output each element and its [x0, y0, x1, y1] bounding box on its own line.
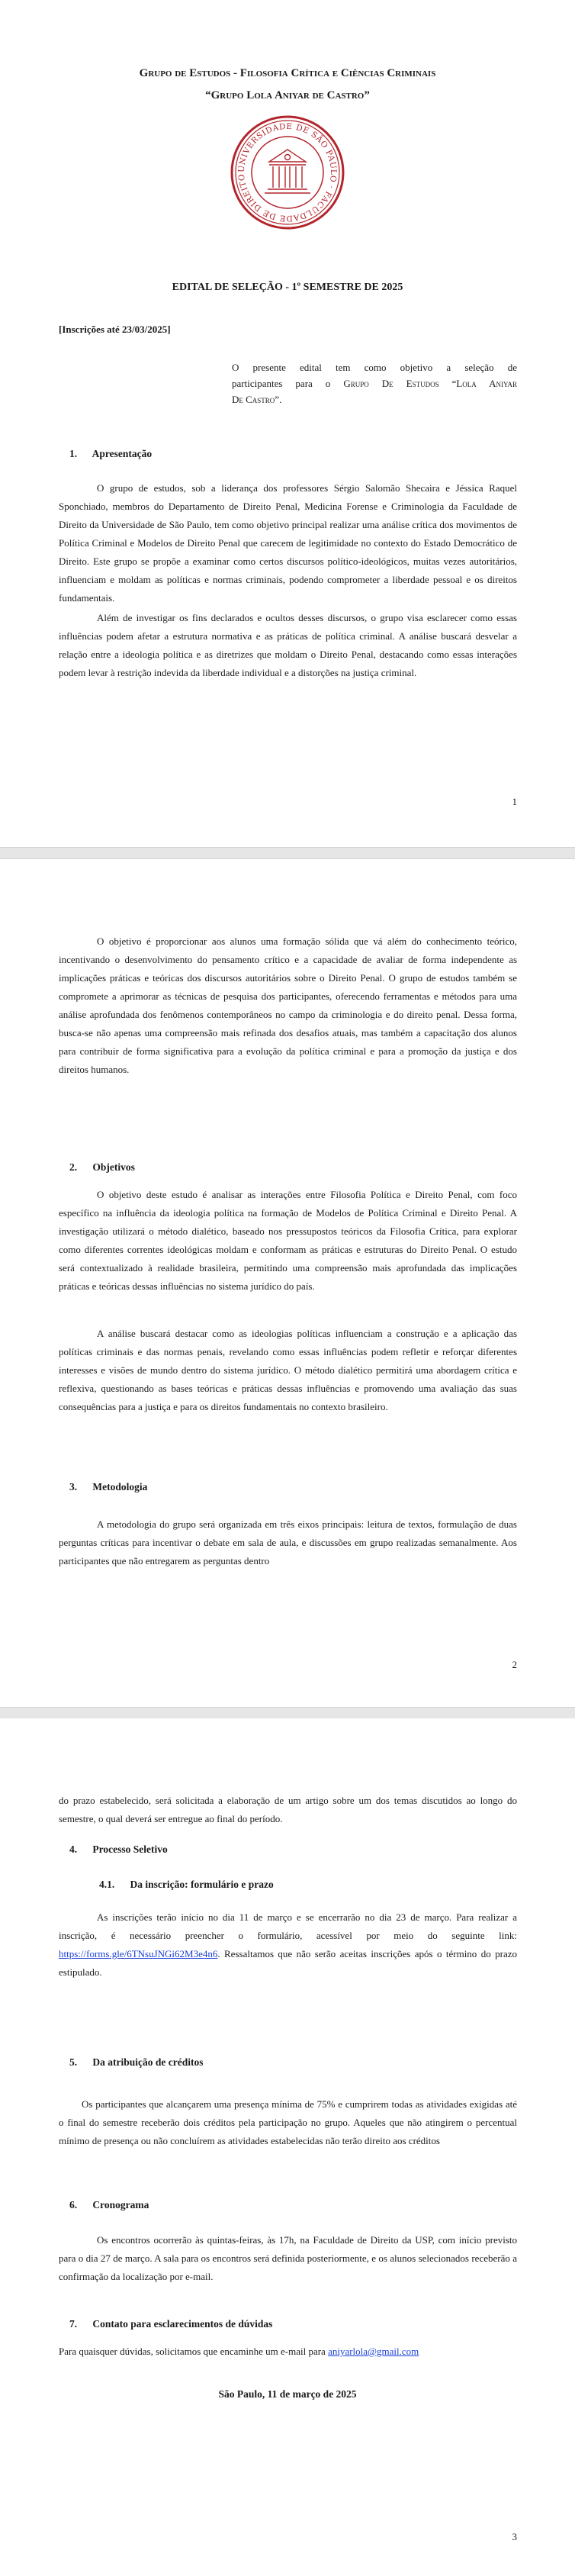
section-6-paragraph: Os encontros ocorrerão às quintas-feiras, às 17h, na Faculdade de Direito da USP, com início previsto para o dia 27 de março. A sala para os encontros será definida posteriormente, e os alunos selecionados receberão a confirmação da localização por e-mail.	[59, 2234, 517, 2282]
edital-title: EDITAL DE SELEÇÃO - 1º SEMESTRE DE 2025	[172, 282, 403, 293]
section-4-text-end: . Ressaltamos que não serão aceitas inscrições após o término do prazo estipulado.	[59, 1948, 517, 1978]
seal-text: UNIVERSIDADE DE SÃO PAULO · FACULDADE DE DIREITO	[236, 121, 339, 224]
section-1-paragraph-2: Além de investigar os fins declarados e ocultos desses discursos, o grupo visa esclarecer como essas influências podem afetar a estrutura normativa e as práticas de política criminal. A análise buscará desvelar a relação entre a ideologia política e as diretrizes que moldam o Direito Penal, destacando como essas interações podem levar à restrição indevida da liberdade individual e a distorções na justiça criminal.	[59, 612, 517, 678]
header-line-2: “Grupo Lola Aniyar de Castro”	[205, 89, 370, 101]
section-4-heading: 4. Processo Seletivo	[69, 1843, 168, 1855]
page-number-1: 1	[512, 796, 517, 807]
section-4-1-subheading: 4.1. Da inscrição: formulário e prazo	[99, 1879, 274, 1890]
usp-seal-logo	[230, 114, 345, 230]
section-7-heading: 7. Contato para esclarecimentos de dúvidas	[69, 2318, 273, 2330]
page-separator	[0, 1707, 575, 1719]
section-6-heading: 6. Cronograma	[69, 2199, 149, 2211]
page-3	[0, 1718, 575, 2576]
section-4-paragraph	[59, 1908, 517, 1982]
page-2	[0, 859, 575, 1706]
intro-text	[232, 359, 517, 407]
section-1-heading: 1. Apresentação	[69, 448, 153, 459]
contact-email-link[interactable]: aniyarlola@gmail.com	[328, 2346, 419, 2357]
intro-line-3: De Castro”.	[232, 394, 282, 405]
intro-group-name: Grupo De Estudos “Lola Aniyar	[343, 378, 517, 389]
section-2-heading: 2. Objetivos	[69, 1161, 135, 1173]
page-2-intro-paragraph: O objetivo é proporcionar aos alunos uma formação sólida que vá além do conhecimento teórico, incentivando o desenvolvimento do pensamento crítico e a capacidade de avaliar de forma independente as implicações práticas e teóricas dos discursos autoritários sobre o Direito Penal. O grupo de estudos também se compromete a aprimorar as técnicas de pesquisa dos participantes, oferecendo ferramentas e métodos para uma análise aprofundada dos fenômenos contemporâneos no campo da criminologia e do direito penal. Dessa forma, busca-se não apenas uma compreensão mais refinada dos desafios atuais, mas também a capacitação dos alunos para contribuir de forma significativa para a evolução da política criminal e para a promoção da justiça e dos direitos humanos.	[59, 935, 517, 1075]
page-number-3: 3	[512, 2531, 517, 2542]
section-4-text-start: As inscrições terão início no dia 11 de março e se encerrarão no dia 23 de março. Para realizar a inscrição, é necessário preencher o formulário, acessível por meio do seguinte link:	[59, 1911, 517, 1941]
page-number-2: 2	[512, 1659, 517, 1670]
intro-line-1: O presente edital tem como objetivo a seleção de	[232, 362, 517, 373]
section-7-text: Para quaisquer dúvidas, solicitamos que encaminhe um e-mail para	[59, 2346, 329, 2357]
closing-place-date: São Paulo, 11 de março de 2025	[218, 2388, 357, 2400]
section-7-paragraph	[59, 2343, 517, 2361]
section-1-paragraph-1: O grupo de estudos, sob a liderança dos professores Sérgio Salomão Shecaira e Jéssica Raquel Sponchiado, membros do Departamento de Direito Penal, Medicina Forense e Criminologia da Faculdade de Direito da Universidade de São Paulo, tem como objetivo principal realizar uma análise crítica dos movimentos de Política Criminal e Modelos de Direito Penal que carecem de legitimidade no contexto do Estado Democrático de Direito. Este grupo se propõe a examinar como certos discursos político-ideológicos, muitas vezes autoritários, influenciam e moldam as políticas e normas criminais, podendo comprometer a liberdade pessoal e os direitos fundamentais.	[59, 482, 517, 604]
section-2-paragraph-1: O objetivo deste estudo é analisar as interações entre Filosofia Política e Direito Penal, com foco específico na influência da ideologia política na formação de Modelos de Política Criminal e Direito Penal. A investigação utilizará o método dialético, baseado nos pressupostos teóricos da Filosofia Crítica, para explorar como diferentes correntes ideológicas moldam e conformam as práticas e estruturas do Direito Penal. O estudo será contextualizado à realidade brasileira, permitindo uma compreensão mais aprofundada das implicações práticas e teóricas dessas influências no sistema jurídico do país.	[59, 1189, 517, 1292]
section-3-heading: 3. Metodologia	[69, 1481, 148, 1492]
page-1	[0, 0, 575, 845]
form-link[interactable]: https://forms.gle/6TNsuJNGi62M3e4n6	[59, 1948, 218, 1959]
section-2-paragraph-2: A análise buscará destacar como as ideologias políticas influenciam a construção e a aplicação das políticas criminais e das normas penais, revelando como essas influências podem refletir e reforçar diferentes interesses e visões de mundo dentro do sistema jurídico. O método dialético permitirá uma abordagem crítica e reflexiva, questionando as bases teóricas e práticas dessas influências e promovendo uma avaliação das suas consequências para a justiça e para os direitos fundamentais no contexto brasileiro.	[59, 1328, 517, 1412]
section-3-paragraph-continued: do prazo estabelecido, será solicitada a elaboração de um artigo sobre um dos temas discutidos ao longo do semestre, o qual deverá ser entregue ao final do período.	[59, 1795, 517, 1824]
page-separator	[0, 847, 575, 859]
inscricoes-note: [Inscrições até 23/03/2025]	[59, 324, 171, 335]
section-3-paragraph-1: A metodologia do grupo será organizada em três eixos principais: leitura de textos, formulação de duas perguntas críticas para incentivar o debate em sala de aula, e discussões em grupo realizadas semanalmente. Aos participantes que não entregarem as perguntas dentro	[59, 1518, 517, 1567]
section-5-heading: 5. Da atribuição de créditos	[69, 2056, 204, 2068]
header-line-1: Grupo de Estudos - Filosofia Crítica e Ciências Criminais	[139, 67, 436, 79]
intro-line-2: participantes para o	[232, 378, 344, 389]
section-5-paragraph: Os participantes que alcançarem uma presença mínima de 75% e cumprirem todas as atividades exigidas até o final do semestre receberão dois créditos pela participação no grupo. Aqueles que não atingirem o percentual mínimo de presença ou não concluírem as atividades estabelecidas não terão direito aos créditos	[59, 2098, 517, 2146]
